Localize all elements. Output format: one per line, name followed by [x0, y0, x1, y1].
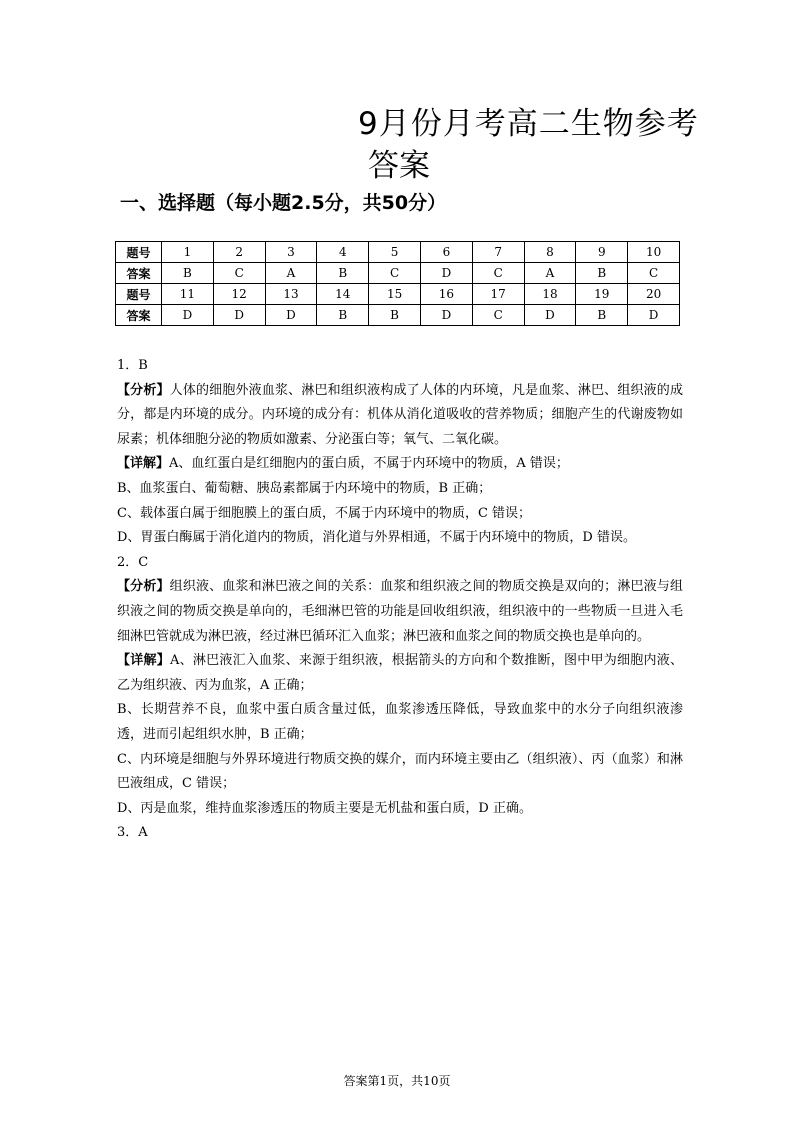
- detail-tag: 【详解】: [117, 653, 171, 669]
- table-cell: D: [628, 305, 680, 326]
- table-row: [116, 263, 680, 284]
- page-footer: 答案第1页，共10页: [343, 1074, 451, 1088]
- table-row: [116, 305, 680, 326]
- table-cell: 9: [576, 242, 628, 263]
- analysis-tag: 【分析】: [117, 579, 170, 595]
- table-cell: C: [369, 263, 421, 284]
- table-row: [116, 284, 680, 305]
- table-cell: D: [213, 305, 265, 326]
- table-cell: B: [317, 263, 369, 284]
- table-cell: 3: [265, 242, 317, 263]
- table-cell: D: [420, 263, 472, 284]
- table-cell: C: [472, 305, 524, 326]
- q2-detail: [117, 649, 683, 698]
- table-cell: D: [162, 305, 214, 326]
- q2-option-b: B、长期营养不良，血浆中蛋白质含量过低，血浆渗透压降低，导致血浆中的水分子向组织液渗透，进而引起组织水肿，B 正确；: [117, 702, 683, 742]
- q1-option-c: C、载体蛋白属于细胞膜上的蛋白质，不属于内环境中的物质，C 错误；: [117, 505, 532, 521]
- row-header: 答案: [116, 263, 162, 284]
- table-cell: 17: [472, 284, 524, 305]
- table-cell: 11: [162, 284, 214, 305]
- table-cell: 18: [524, 284, 576, 305]
- table-cell: 14: [317, 284, 369, 305]
- table-cell: 8: [524, 242, 576, 263]
- table-cell: A: [265, 263, 317, 284]
- table-cell: B: [317, 305, 369, 326]
- section-heading: 一、选择题（每小题2.5分，共50分）: [120, 192, 447, 214]
- table-cell: C: [628, 263, 680, 284]
- detail-tag: 【详解】: [117, 456, 170, 472]
- explanations: [117, 354, 683, 846]
- table-cell: 20: [628, 284, 680, 305]
- q1-analysis: [117, 379, 683, 453]
- table-cell: D: [265, 305, 317, 326]
- table-cell: 4: [317, 242, 369, 263]
- q1-option-b: B、血浆蛋白、葡萄糖、胰岛素都属于内环境中的物质，B 正确；: [117, 480, 492, 496]
- table-cell: D: [420, 305, 472, 326]
- page-title-line1: 9月份月考高二生物参考: [358, 106, 699, 142]
- table-cell: A: [524, 263, 576, 284]
- table-cell: 5: [369, 242, 421, 263]
- table-row: [116, 242, 680, 263]
- table-cell: C: [213, 263, 265, 284]
- q1-option-d: D、胃蛋白酶属于消化道内的物质，消化道与外界相通，不属于内环境中的物质，D 错误。: [117, 530, 636, 546]
- detail-text: A、血红蛋白是红细胞内的蛋白质，不属于内环境中的物质，A 错误；: [169, 456, 569, 472]
- analysis-text: 人体的细胞外液血浆、淋巴和组织液构成了人体的内环境，凡是血浆、淋巴、组织液的成分，都是内环境的成分。内环境的成分有：机体从消化道吸收的营养物质；细胞产生的代谢废物如尿素；机体细胞分泌的物质如激素、分泌蛋白等；氧气、二氧化碳。: [117, 382, 683, 447]
- q1-detail: [117, 452, 683, 477]
- q2-option-d: D、丙是血浆，维持血浆渗透压的物质主要是无机盐和蛋白质，D 正确。: [117, 800, 532, 816]
- q2-option-c: C、内环境是细胞与外界环境进行物质交换的媒介，而内环境主要由乙（组织液）、丙（血浆）和淋巴液组成，C 错误；: [117, 751, 683, 792]
- q2-number: 2．C: [117, 554, 149, 570]
- row-header: 答案: [116, 305, 162, 326]
- table-cell: B: [576, 263, 628, 284]
- table-cell: 1: [162, 242, 214, 263]
- table-cell: 7: [472, 242, 524, 263]
- table-cell: B: [576, 305, 628, 326]
- q1-number: 1．B: [117, 358, 148, 373]
- table-cell: 13: [265, 284, 317, 305]
- table-cell: 2: [213, 242, 265, 263]
- analysis-tag: 【分析】: [117, 382, 170, 398]
- q2-analysis: [117, 575, 683, 649]
- table-cell: B: [162, 263, 214, 284]
- detail-text: A、淋巴液汇入血浆、来源于组织液，根据箭头的方向和个数推断，图中甲为细胞内液、乙为组织液、丙为血浆，A 正确；: [117, 653, 683, 693]
- q3-number: 3．A: [117, 825, 148, 841]
- table-cell: B: [369, 305, 421, 326]
- table-cell: 19: [576, 284, 628, 305]
- table-cell: 12: [213, 284, 265, 305]
- row-header: 题号: [116, 242, 162, 263]
- table-cell: 16: [420, 284, 472, 305]
- table-cell: D: [524, 305, 576, 326]
- table-cell: 10: [628, 242, 680, 263]
- row-header: 题号: [116, 284, 162, 305]
- page-title-line2: 答案: [368, 148, 430, 184]
- table-cell: 6: [420, 242, 472, 263]
- table-cell: C: [472, 263, 524, 284]
- analysis-text: 组织液、血浆和淋巴液之间的关系：血浆和组织液之间的物质交换是双向的；淋巴液与组织液之间的物质交换是单向的，毛细淋巴管的功能是回收组织液，组织液中的一些物质一旦进入毛细淋巴管就成为淋巴液，经过淋巴循环汇入血浆；淋巴液和血浆之间的物质交换也是单向的。: [117, 579, 683, 644]
- answer-table: [115, 241, 680, 326]
- table-cell: 15: [369, 284, 421, 305]
